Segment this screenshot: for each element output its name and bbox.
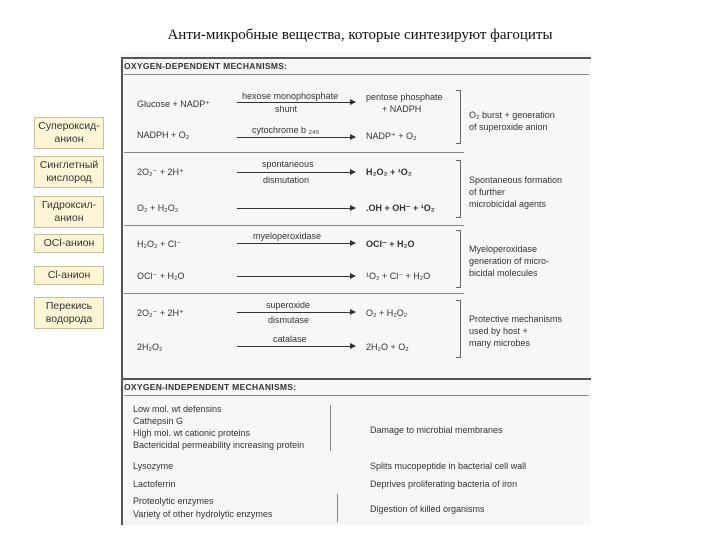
reactant: NADPH + O₂ xyxy=(137,130,190,140)
label-singlet-oxygen: Синглетный кислород xyxy=(34,156,104,188)
reactant: 2O₂⁻ + 2H⁺ xyxy=(137,308,184,318)
label-peroxide: Перекись водорода xyxy=(34,297,104,329)
reaction-arrow xyxy=(237,208,355,209)
group-bar xyxy=(337,494,338,522)
reactant: OCl⁻ + H₂O xyxy=(137,271,185,281)
reactant: 2H₂O₂ xyxy=(137,342,163,352)
page-title: Анти-микробные вещества, которые синтезируют фагоциты xyxy=(167,27,553,43)
heading-rule xyxy=(124,74,589,75)
effect: Splits mucopeptide in bacterial cell wall xyxy=(370,461,527,471)
reactant: H₂O₂ + Cl⁻ xyxy=(137,239,181,249)
group-bar xyxy=(330,405,331,451)
enzyme-label: myeloperoxidase xyxy=(253,231,322,241)
enzyme-label: dismutation xyxy=(263,175,310,185)
product: ¹O₂ + Cl⁻ + H₂O xyxy=(366,271,431,281)
agent: Variety of other hydrolytic enzymes xyxy=(133,509,273,519)
enzyme-label: catalase xyxy=(273,334,307,344)
group-brace xyxy=(456,230,461,288)
reaction-arrow xyxy=(237,312,355,313)
section-border xyxy=(121,378,123,525)
heading-rule xyxy=(124,395,589,396)
label-superoxide: Супероксид- анион xyxy=(34,117,104,149)
oxygen-independent-heading: OXYGEN-INDEPENDENT MECHANISMS: xyxy=(124,382,297,392)
row-divider xyxy=(124,152,464,153)
reactant: 2O₂⁻ + 2H⁺ xyxy=(137,167,184,177)
product: O₂ + H₂O₂ xyxy=(366,308,408,318)
group-brace xyxy=(456,300,461,358)
agent: Lactoferrin xyxy=(133,479,176,489)
oxygen-dependent-heading: OXYGEN-DEPENDENT MECHANISMS: xyxy=(124,61,288,71)
agent: High mol. wt cationic proteins xyxy=(133,428,251,438)
enzyme-label: superoxide xyxy=(266,300,311,310)
label-ocl: OCl-анион xyxy=(34,234,104,253)
enzyme-label: spontaneous xyxy=(262,159,314,169)
agent: Bactericidal permeability increasing protein xyxy=(133,440,305,450)
reaction-arrow xyxy=(237,137,355,138)
reactant: Glucose + NADP⁺ xyxy=(137,99,211,109)
group-brace xyxy=(456,90,461,144)
top-rule xyxy=(121,57,591,59)
row-divider xyxy=(124,293,464,294)
group-brace xyxy=(456,160,461,218)
product: 2H₂O + O₂ xyxy=(366,342,409,352)
agent: Low mol. wt defensins xyxy=(133,404,222,414)
product: pentose phosphate xyxy=(366,92,443,102)
row-divider xyxy=(124,225,464,226)
effect: Deprives proliferating bacteria of iron xyxy=(370,479,518,489)
effect: Damage to microbial membranes xyxy=(370,425,503,435)
enzyme-label: shunt xyxy=(275,104,298,114)
reaction-arrow xyxy=(237,172,355,173)
section-rule xyxy=(121,378,591,380)
product: H₂O₂ + ¹O₂ xyxy=(366,167,412,177)
product: .OH + OH⁻ + ¹O₂ xyxy=(366,203,435,213)
enzyme-label: dismutase xyxy=(268,315,310,325)
reaction-arrow xyxy=(237,102,355,103)
agent: Lysozyme xyxy=(133,461,174,471)
enzyme-label: hexose monophosphate xyxy=(242,91,339,101)
agent: Proteolytic enzymes xyxy=(133,496,214,506)
reactant: O₂ + H₂O₂ xyxy=(137,203,179,213)
product: + NADPH xyxy=(382,104,422,114)
product: NADP⁺ + O₂ xyxy=(366,131,417,141)
section-border xyxy=(121,57,123,379)
reaction-arrow xyxy=(237,346,355,347)
effect: Digestion of killed organisms xyxy=(370,504,485,514)
enzyme-label: cytochrome b ₂₄₅ xyxy=(252,125,320,135)
agent: Cathepsin G xyxy=(133,416,184,426)
label-cl: Cl-анион xyxy=(34,266,104,285)
product: OCl⁻ + H₂O xyxy=(366,239,415,249)
reaction-arrow xyxy=(237,243,355,244)
label-hydroxyl: Гидроксил- анион xyxy=(34,196,104,228)
reaction-arrow xyxy=(237,276,355,277)
